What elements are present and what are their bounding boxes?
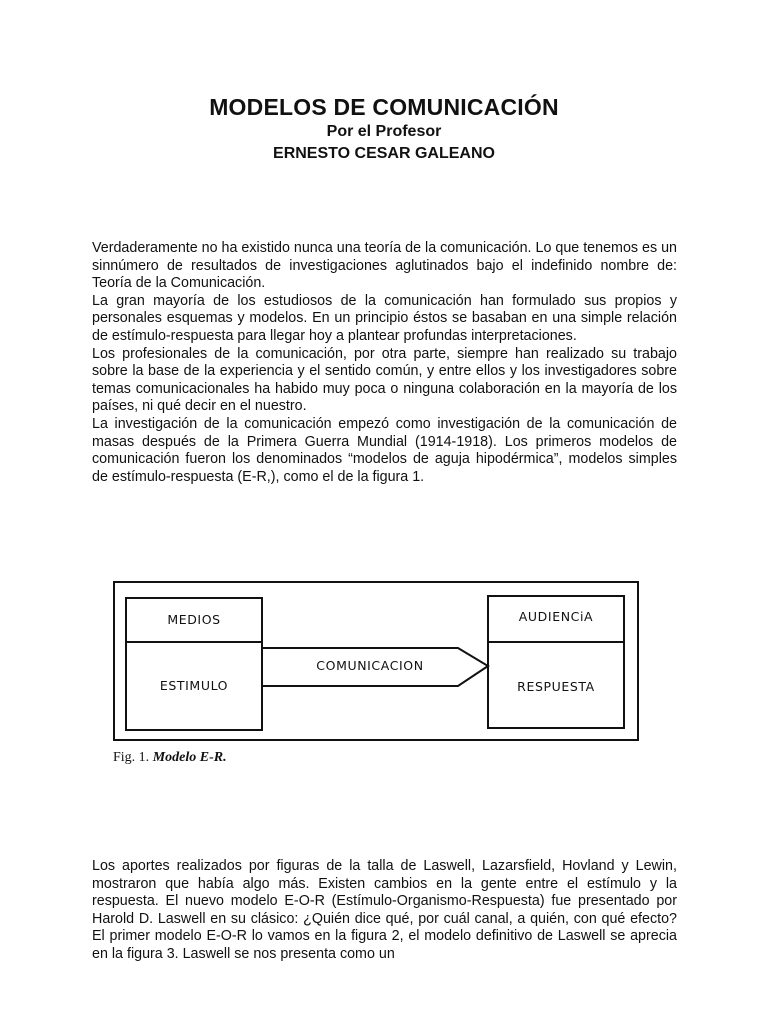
caption-title: Modelo E-R. [152, 750, 227, 765]
paragraph: La investigación de la comunicación empezó como investigación de la comunicación de masas después de la Primera Guerra Mundial (1914-1918). Los primeros modelos de comunicación fueron los denominados “modelos de aguja hipodérmica”, modelos simples de estímulo-respuesta (E-R,), como el de la figura 1. [92, 415, 677, 485]
closing-text [92, 858, 677, 964]
paragraph: Los aportes realizados por figuras de la talla de Laswell, Lazarsfield, Hovland y Lewin, mostraron que había algo más. Existen cambios en la gente entre el estímulo y la respuesta. El nuevo modelo E-O-R (Estímulo-Organismo-Respuesta) fue presentado por Harold D. Laswell en su clásico: ¿Quién dice qué, por cuál canal, a quién, con qué efecto? El primer modelo E-O-R lo vamos en la figura 2, el modelo definitivo de Laswell se aprecia en la figura 3. Laswell se nos presenta como un [92, 858, 677, 962]
figure-caption [113, 750, 227, 766]
er-model-diagram [112, 578, 642, 744]
label-respuesta: RESPUESTA [517, 679, 595, 694]
label-estimulo: ESTIMULO [159, 678, 229, 693]
label-medios: MEDIOS [167, 612, 221, 627]
document-title: MODELOS DE COMUNICACIÓN [209, 94, 559, 120]
caption-prefix: Fig. 1. [113, 750, 150, 765]
paragraph: La gran mayoría de los estudiosos de la comunicación han formulado sus propios y personales esquemas y modelos. En un principio éstos se basaban en una simple relación de estímulo-respuesta para llegar hoy a plantear profundas interpretaciones. [92, 292, 677, 344]
label-audiencia: AUDIENCiA [518, 609, 594, 624]
paragraph: Verdaderamente no ha existido nunca una teoría de la comunicación. Lo que tenemos es un sinnúmero de resultados de investigaciones aglutinados bajo el indefinido nombre de: Teoría de la Comunicación. [92, 240, 677, 292]
figure-er-model [112, 578, 642, 744]
intro-text [92, 240, 677, 486]
label-comunicacion: COMUNICACION [316, 658, 424, 673]
document-byline: Por el Profesor [326, 123, 442, 140]
paragraph: Los profesionales de la comunicación, por otra parte, siempre han realizado su trabajo sobre la base de la experiencia y el sentido común, y entre ellos y los investigadores sobre temas comunicacionales ha habido muy poca o ninguna colaboración en la mayoría de los países, ni qué decir en el nuestro. [92, 345, 677, 415]
document-author: ERNESTO CESAR GALEANO [273, 145, 495, 162]
